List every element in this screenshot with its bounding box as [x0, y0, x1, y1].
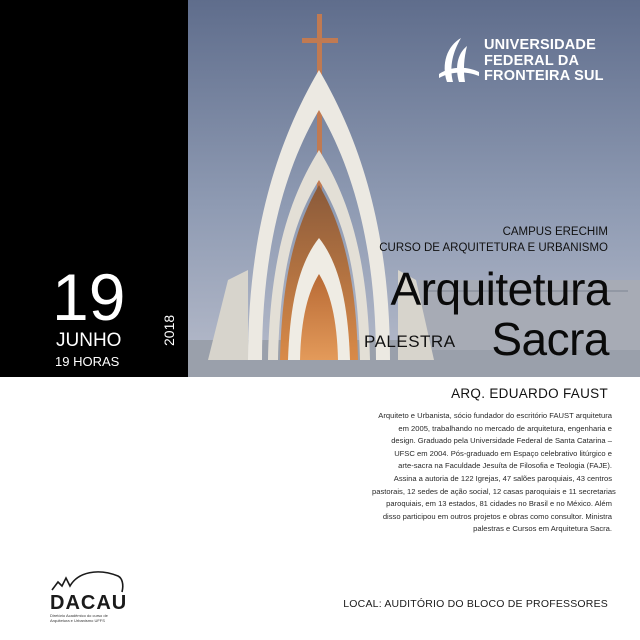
- university-name-line-1: UNIVERSIDADE: [484, 37, 596, 53]
- title-line-1: Arquitetura: [390, 263, 610, 315]
- bio-line: Assina a autoria de 122 Igrejas, 47 salões paroquiais, 43 centros: [393, 473, 612, 483]
- bio-line: disso participou em outros projetos e obras como consultor. Ministra: [382, 511, 612, 521]
- bio-line: UFSC em 2004. Pós-graduado em Espaço celebrativo litúrgico e: [394, 448, 612, 458]
- university-name: [484, 38, 604, 85]
- campus-name: CAMPUS ERECHIM: [502, 226, 608, 238]
- bio-line: pastorais, 12 sedes de ação social, 12 casas paroquiais e 11 secretarias: [372, 486, 616, 496]
- dacau-subtitle: Diretório Acadêmico do curso de Arquitetura e Urbanismo UFFS: [50, 613, 108, 623]
- event-day: 19: [52, 260, 126, 334]
- university-name-line-2: FEDERAL DA: [484, 52, 580, 69]
- speaker-name: ARQ. EDUARDO FAUST: [451, 386, 608, 401]
- campus-info: [379, 224, 608, 256]
- dacau-name: DACAU: [50, 592, 128, 614]
- title-line-2: Sacra: [491, 313, 609, 365]
- ufs-logo-icon: [437, 36, 481, 84]
- bio-line: design. Graduado pela Universidade Federal de Santa Catarina –: [391, 436, 612, 446]
- course-name: CURSO DE ARQUITETURA E URBANISMO: [379, 242, 608, 254]
- event-year: 2018: [161, 314, 177, 346]
- event-location: LOCAL: AUDITÓRIO DO BLOCO DE PROFESSORES: [343, 598, 608, 610]
- event-month: JUNHO: [56, 330, 122, 351]
- bio-line: arte-sacra na Faculdade Jesuíta de Filosofia e Teologia (FAJE).: [398, 461, 612, 471]
- bio-line: paroquiais, em 13 estados, 81 cidades no Brasil e no México. Além: [386, 499, 612, 509]
- dacau-logo: [48, 566, 138, 628]
- bio-line: em 2005, trabalhando no mercado de arquitetura, engenharia e: [398, 423, 612, 433]
- speaker-bio: [372, 410, 616, 536]
- event-type: PALESTRA: [364, 332, 456, 351]
- bio-line: palestras e Cursos em Arquitetura Sacra.: [473, 524, 612, 534]
- university-name-line-3: FRONTEIRA SUL: [484, 68, 604, 84]
- dacau-skyline-icon: [48, 566, 128, 594]
- bio-line: Arquiteto e Urbanista, sócio fundador do escritório FAUST arquitetura: [378, 411, 612, 420]
- event-time: 19 HORAS: [55, 354, 120, 369]
- university-logo: [437, 36, 617, 88]
